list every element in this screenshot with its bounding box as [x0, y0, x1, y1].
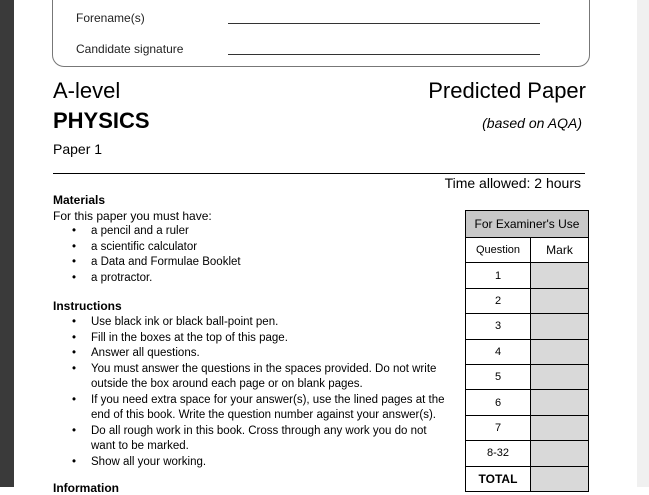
- right-window-edge: [637, 0, 649, 487]
- mark-cell[interactable]: [531, 364, 589, 389]
- question-number: 1: [466, 263, 531, 288]
- forename-label: Forename(s): [76, 11, 145, 25]
- mark-cell[interactable]: [531, 288, 589, 313]
- table-row: [466, 466, 589, 491]
- question-number: 6: [466, 390, 531, 415]
- table-row: [466, 364, 589, 389]
- list-item: • Show all your working.: [72, 455, 452, 471]
- question-number: 4: [466, 339, 531, 364]
- total-mark-cell[interactable]: [531, 466, 589, 491]
- mark-cell[interactable]: [531, 263, 589, 288]
- mark-cell[interactable]: [531, 339, 589, 364]
- list-item: • a scientific calculator: [72, 240, 241, 256]
- list-item: • Fill in the boxes at the top of this page.: [72, 331, 452, 347]
- mark-cell[interactable]: [531, 314, 589, 339]
- left-window-edge: [0, 0, 14, 487]
- table-row: [466, 263, 589, 288]
- question-number: 2: [466, 288, 531, 313]
- level-title: A-level: [53, 78, 121, 103]
- table-row: [466, 415, 589, 440]
- mark-cell[interactable]: [531, 390, 589, 415]
- instructions-list: [72, 315, 452, 470]
- total-label: TOTAL: [466, 466, 531, 491]
- paper-number: Paper 1: [53, 141, 103, 157]
- question-number: 8-32: [466, 441, 531, 466]
- information-heading: Information: [53, 481, 119, 495]
- paper-title: Predicted Paper: [428, 78, 586, 103]
- time-allowed: Time allowed: 2 hours: [444, 175, 581, 191]
- header-divider: [53, 173, 585, 174]
- materials-intro: For this paper you must have:: [53, 209, 212, 223]
- signature-label: Candidate signature: [76, 42, 184, 56]
- list-item: • Do all rough work in this book. Cross through any work you do not want to be marked.: [72, 424, 452, 455]
- materials-heading: Materials: [53, 193, 106, 207]
- list-item: • a protractor.: [72, 271, 241, 287]
- list-item: • You must answer the questions in the spaces provided. Do not write outside the box around each page or on blank pages.: [72, 362, 452, 393]
- question-number: 5: [466, 364, 531, 389]
- mark-column-header: Mark: [531, 238, 589, 263]
- materials-list: [72, 224, 241, 286]
- list-item: • Use black ink or black ball-point pen.: [72, 315, 452, 331]
- based-on-note: (based on AQA): [482, 115, 582, 131]
- table-row: [466, 441, 589, 466]
- signature-field[interactable]: [228, 54, 540, 55]
- question-column-header: Question: [466, 238, 531, 263]
- list-item: • a pencil and a ruler: [72, 224, 241, 240]
- table-row: [466, 314, 589, 339]
- forename-field[interactable]: [228, 23, 540, 24]
- table-row: [466, 339, 589, 364]
- question-number: 7: [466, 415, 531, 440]
- examiner-use-table: [465, 210, 589, 492]
- list-item: • Answer all questions.: [72, 346, 452, 362]
- subject-title: PHYSICS: [53, 108, 150, 133]
- instructions-heading: Instructions: [53, 299, 122, 313]
- list-item: • a Data and Formulae Booklet: [72, 255, 241, 271]
- table-row: [466, 288, 589, 313]
- examiner-table-title: For Examiner's Use: [466, 211, 589, 238]
- table-row: [466, 390, 589, 415]
- mark-cell[interactable]: [531, 441, 589, 466]
- mark-cell[interactable]: [531, 415, 589, 440]
- question-number: 3: [466, 314, 531, 339]
- list-item: • If you need extra space for your answer(s), use the lined pages at the end of this book. Write the question number against your answer(s).: [72, 393, 452, 424]
